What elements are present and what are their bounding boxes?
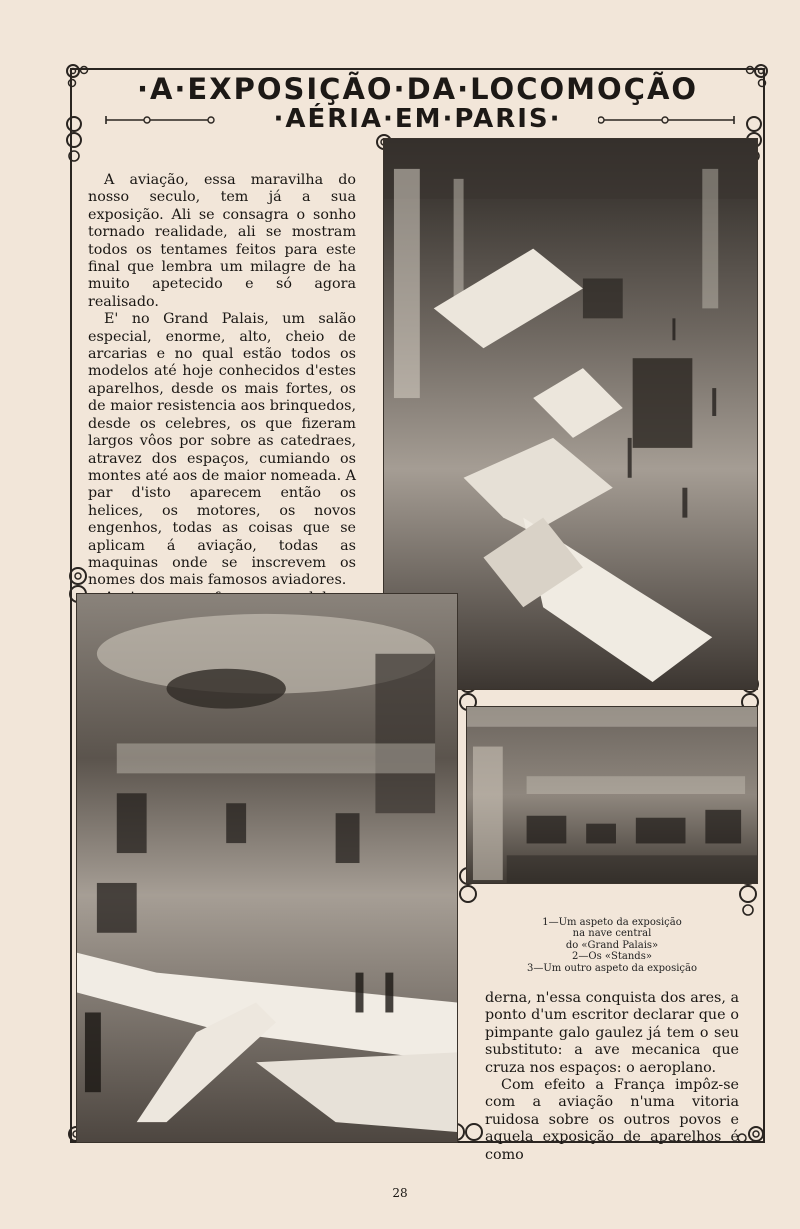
caption-line: do «Grand Palais» [565, 939, 659, 951]
caption-line: 2—Os «Stands» [572, 951, 652, 963]
title-flourish-right [598, 112, 738, 128]
article-paragraph: E' no Grand Palais, um salão especial, enorme, alto, cheio de arcarias e no qual estão todos os modelos até hoje conhecidos d'estes aparelhos, desde os mais fortes, os de maior resistencia aos brinquedos, desde os celebres, os que fizeram largos vôos por sobre as catedraes, atravez dos espaços, cumiando os montes até aos de maior nomeada. A par d'isto aparecem então os helices, os motores, os novos engenhos, todas as coisas que se aplicam á aviação, todas as maquinas onde se inscrevem os nomes dos mais famosos aviadores. [88, 311, 356, 589]
photo-stands [76, 593, 458, 1143]
article-title [70, 68, 765, 138]
article-text-column [88, 172, 356, 642]
photo-caption [496, 917, 728, 974]
page-number: 28 [392, 1186, 408, 1200]
article-paragraph: A aviação, essa maravilha do nosso seculo, tem já a sua exposição. Ali se consagra o sonho tornado realidade, ali se mostram todos os tentames feitos para este final que lembra um milagre de ha muito apetecido e só agora realisado. [88, 172, 356, 310]
caption-line: 3—Um outro aspeto da exposição [527, 962, 697, 974]
caption-line: na nave central [572, 928, 652, 940]
article-paragraph: derna, n'essa conquista dos ares, a ponto d'um escritor declarar que o pimpante galo gaulez já tem o seu substituto: a ave mecanica que cruza nos espaços: o aeroplano. [485, 990, 739, 1076]
article-text-continuation [485, 990, 739, 1164]
caption-line: 1—Um aspeto da exposição [542, 917, 682, 928]
title-line-2: ·AÉRIA·EM·PARIS· [273, 104, 562, 134]
article-paragraph: Com efeito a França impôz-se com a aviação n'uma vitoria ruidosa sobre os outros povos e aquela exposição de aparelhos é como [485, 1077, 739, 1163]
photo-exhibition-other-view [466, 706, 758, 884]
title-line-1: ·A·EXPOSIÇÃO·DA·LOCOMOÇÃO [136, 72, 699, 106]
